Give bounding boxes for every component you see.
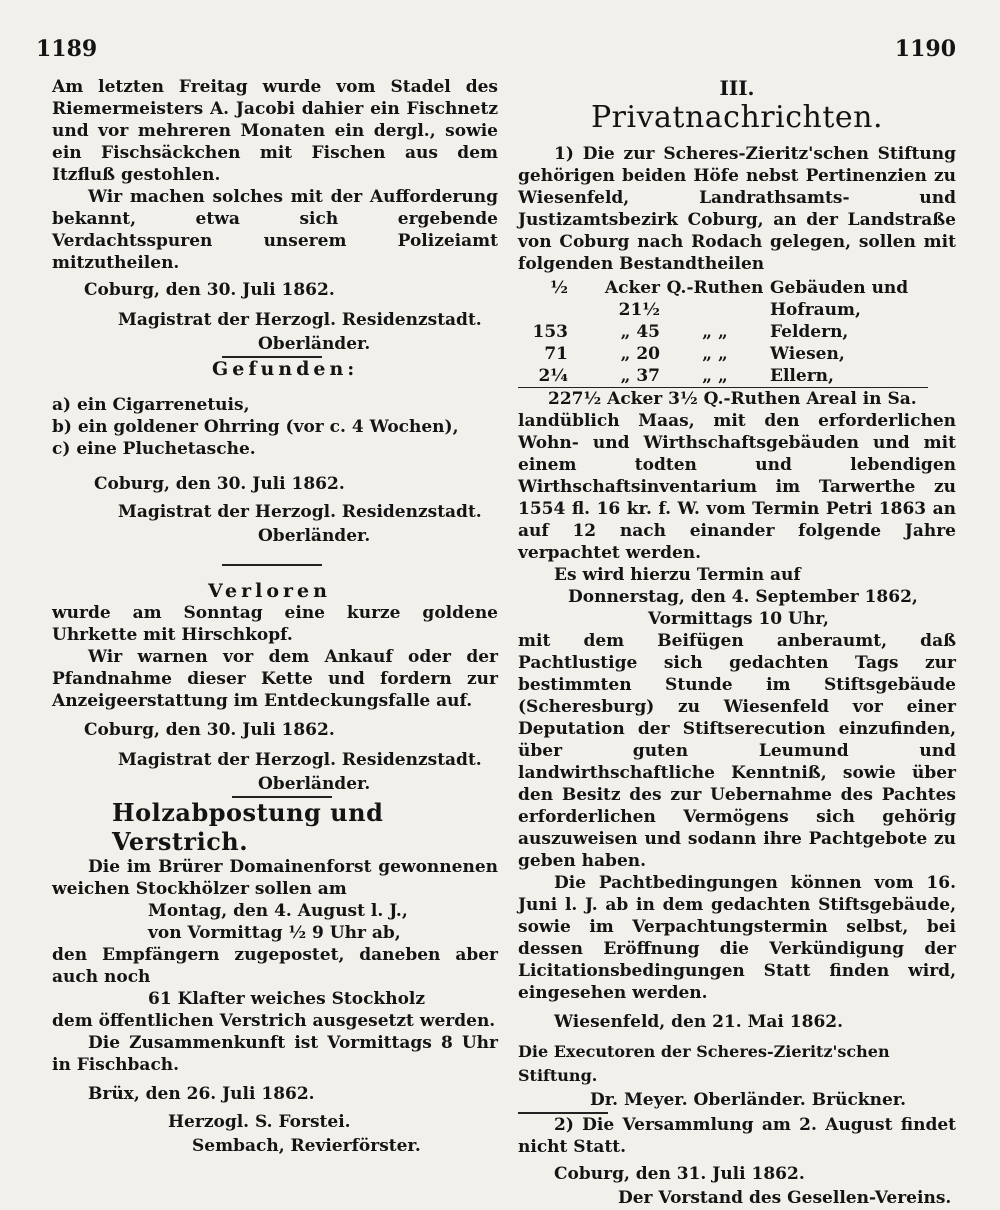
table-cell: Acker 21½ bbox=[604, 278, 660, 320]
notice-paragraph: wurde am Sonntag eine kurze goldene Uhrkette mit Hirschkopf. bbox=[52, 603, 498, 645]
notice-heading: Holzabpostung und Verstrich. bbox=[112, 798, 384, 856]
table-row bbox=[518, 343, 956, 365]
page-number-right: 1190 bbox=[894, 36, 956, 62]
notice-signer: Der Vorstand des Gesellen-Vereins. bbox=[618, 1188, 952, 1208]
section-number: III. bbox=[719, 76, 755, 100]
table-cell: 153 bbox=[532, 322, 568, 342]
notice-authority: Herzogl. S. Forstei. bbox=[168, 1112, 351, 1132]
notice-date: Brüx, den 26. Juli 1862. bbox=[88, 1084, 315, 1104]
notice-heading: Verloren bbox=[208, 580, 331, 602]
notice-authority: Magistrat der Herzogl. Residenzstadt. bbox=[118, 310, 482, 330]
notice-line: Montag, den 4. August l. J., bbox=[148, 901, 408, 921]
inventory-total: 227½ Acker 3½ Q.-Ruthen Areal in Sa. bbox=[548, 389, 917, 409]
notice-line: Die im Brürer Domainenforst gewonnenen weichen Stockhölzer sollen am bbox=[52, 857, 498, 899]
notice-line: von Vormittag ½ 9 Uhr ab, bbox=[148, 923, 401, 943]
table-row bbox=[518, 365, 956, 387]
table-cell: „ 20 bbox=[620, 344, 660, 364]
notice-date: Coburg, den 30. Juli 1862. bbox=[84, 280, 335, 300]
list-item: c) eine Pluchetasche. bbox=[52, 439, 256, 459]
notice-paragraph: 1) Die zur Scheres-Zieritz'schen Stiftung gehörigen beiden Höfe nebst Pertinenzien zu Wiesenfeld, Landrathsamts- und Justizamtsbezirk Coburg, an der Landstraße von Coburg nach Rodach gelegen, sollen mit folgenden Bestandtheilen bbox=[518, 144, 956, 274]
notice-authority: Magistrat der Herzogl. Residenzstadt. bbox=[118, 750, 482, 770]
notice-lost bbox=[52, 580, 498, 796]
notice-date: Coburg, den 31. Juli 1862. bbox=[554, 1164, 805, 1184]
notice-paragraph: landüblich Maas, mit den erforderlichen Wohn- und Wirthschaftsgebäuden und mit einem todten und lebendigen Wirthschaftsinventarium im Tarwerthe zu 1554 fl. 16 kr. f. W. vom Termin Petri 1863 an auf 12 nach einander folgende Jahre verpachtet werden. bbox=[518, 411, 956, 563]
section-title: Privatnachrichten. bbox=[590, 100, 884, 135]
list-item: b) ein goldener Ohrring (vor c. 4 Wochen), bbox=[52, 417, 459, 437]
table-row bbox=[518, 277, 956, 321]
table-cell: Gebäuden und Hofraum, bbox=[770, 278, 909, 320]
table-cell: Q.-Ruthen bbox=[666, 278, 764, 298]
table-row bbox=[518, 321, 956, 343]
notice-date: Wiesenfeld, den 21. Mai 1862. bbox=[554, 1012, 844, 1032]
right-column bbox=[518, 76, 956, 1210]
table-cell: „ „ bbox=[702, 366, 728, 386]
notice-paragraph: mit dem Beifügen anberaumt, daß Pachtlustige sich gedachten Tags zur bestimmten Stunde im Stiftsgebäude (Scheresburg) zu Wiesenfeld vor einer Deputation der Stiftserecution einzufinden, über guten Leumund und landwirthschaftliche Kenntniß, sowie über den Besitz des zur Uebernahme des Pachtes erforderlichen Vermögens sich gehörig auszuweisen und sodann ihre Pachtgebote zu geben haben. bbox=[518, 631, 956, 871]
table-cell: „ „ bbox=[702, 322, 728, 342]
table-cell: „ 37 bbox=[620, 366, 660, 386]
notice-signer: Oberländer. bbox=[258, 526, 371, 546]
notice-line: Vormittags 10 Uhr, bbox=[648, 609, 829, 629]
notice-line: 61 Klafter weiches Stockholz bbox=[148, 989, 426, 1009]
notice-authority: Die Executoren der Scheres-Zieritz'schen Stiftung. bbox=[518, 1042, 890, 1085]
notice-lease bbox=[518, 143, 956, 1112]
divider bbox=[222, 564, 322, 566]
table-cell: Wiesen, bbox=[770, 344, 845, 364]
notice-signer: Oberländer. bbox=[258, 774, 371, 794]
table-cell: Ellern, bbox=[770, 366, 834, 386]
notice-signers: Dr. Meyer. Oberländer. Brückner. bbox=[590, 1090, 907, 1110]
notice-paragraph: Wir machen solches mit der Aufforderung bekannt, etwa sich ergebende Verdachtsspuren unserem Polizeiamt mitzutheilen. bbox=[52, 187, 498, 273]
left-column bbox=[52, 76, 498, 1158]
notice-signer: Sembach, Revierförster. bbox=[192, 1136, 421, 1156]
table-cell: Feldern, bbox=[770, 322, 849, 342]
table-cell: 71 bbox=[544, 344, 568, 364]
notice-line: dem öffentlichen Verstrich ausgesetzt werden. bbox=[52, 1011, 496, 1031]
inventory-table bbox=[518, 277, 956, 410]
table-cell: 2¼ bbox=[538, 366, 568, 386]
notice-paragraph: 2) Die Versammlung am 2. August findet nicht Statt. bbox=[518, 1115, 956, 1157]
notice-paragraph: Die Pachtbedingungen können vom 16. Juni l. J. ab in dem gedachten Stiftsgebäude, sowie im Verpachtungstermin selbst, bei dessen Eröffnung die Verkündigung der Licitationsbedingungen Statt finden wird, eingesehen werden. bbox=[518, 873, 956, 1003]
notice-authority: Magistrat der Herzogl. Residenzstadt. bbox=[118, 502, 482, 522]
notice-line: Donnerstag, den 4. September 1862, bbox=[568, 587, 918, 607]
notice-paragraph: Am letzten Freitag wurde vom Stadel des Riemermeisters A. Jacobi dahier ein Fischnetz und vor mehreren Monaten ein dergl., sowie ein Fischsäckchen mit Fischen aus dem Itzfluß gestohlen. bbox=[52, 77, 498, 185]
notice-line: den Empfängern zugepostet, daneben aber auch noch bbox=[52, 945, 498, 987]
notice-found bbox=[52, 358, 498, 548]
page-number-left: 1189 bbox=[36, 36, 98, 62]
notice-heading: Gefunden: bbox=[212, 358, 359, 380]
notice-paragraph: Wir warnen vor dem Ankauf oder der Pfandnahme dieser Kette und fordern zur Anzeigeerstattung im Entdeckungsfalle auf. bbox=[52, 647, 498, 711]
notice-signer: Oberländer. bbox=[258, 334, 371, 354]
table-cell: „ „ bbox=[702, 344, 728, 364]
notice-meeting bbox=[518, 1114, 956, 1210]
notice-date: Coburg, den 30. Juli 1862. bbox=[84, 720, 335, 740]
notice-theft bbox=[52, 76, 498, 356]
notice-date: Coburg, den 30. Juli 1862. bbox=[94, 474, 345, 494]
list-item: a) ein Cigarrenetuis, bbox=[52, 395, 250, 415]
notice-wood-sale bbox=[52, 798, 498, 1158]
table-cell: ½ bbox=[550, 278, 568, 298]
table-cell: „ 45 bbox=[620, 322, 660, 342]
notice-line: Die Zusammenkunft ist Vormittags 8 Uhr in Fischbach. bbox=[52, 1033, 498, 1075]
notice-line: Es wird hierzu Termin auf bbox=[554, 565, 801, 585]
